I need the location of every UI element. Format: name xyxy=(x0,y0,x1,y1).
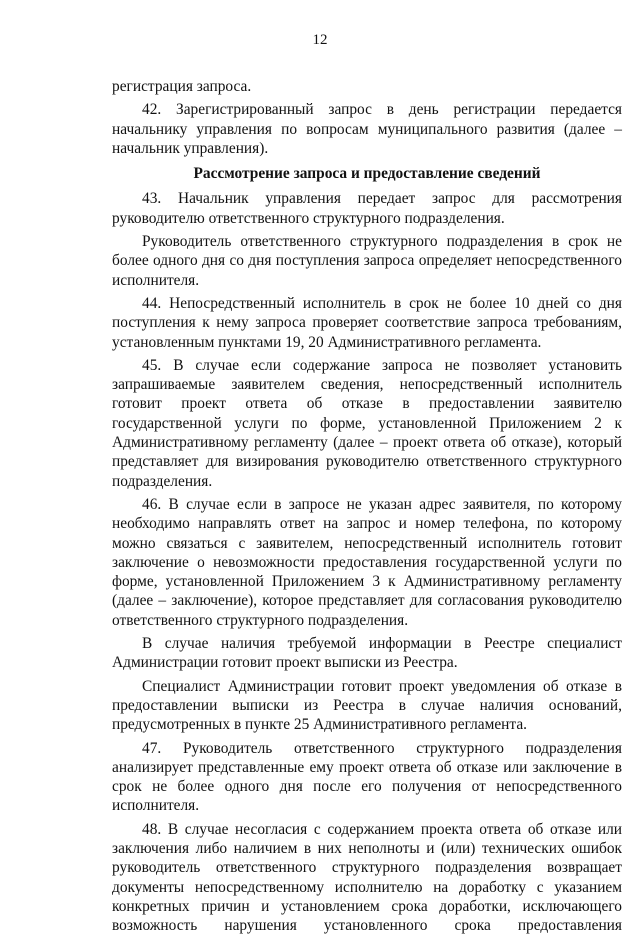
paragraph-43-continued: Руководитель ответственного структурного подразделения в срок не более одного дня со дня поступления запроса определяет непосредственного исполнителя. xyxy=(112,233,622,289)
document-body xyxy=(112,77,622,939)
paragraph-48: 48. В случае несогласия с содержанием проекта ответа об отказе или заключения либо наличием в них неполноты и (или) технических ошибок руководитель ответственного структурного подразделения возвращает документы непосредственному исполнителю на доработку с указанием конкретных причин и установлением срока доработки, исключающего возможность нарушения установленного срока предоставления xyxy=(112,820,622,935)
paragraph-47: 47. Руководитель ответственного структурного подразделения анализирует представленные ему проект ответа об отказе или заключение в срок не более одного дня после его получения от непосредственного исполнителя. xyxy=(112,739,622,815)
paragraph-43: 43. Начальник управления передает запрос для рассмотрения руководителю ответственного структурного подразделения. xyxy=(112,190,622,227)
section-heading: Рассмотрение запроса и предоставление сведений xyxy=(193,165,541,183)
paragraph-45: 45. В случае если содержание запроса не позволяет установить запрашиваемые заявителем сведения, непосредственный исполнитель готовит проект ответа об отказе в предоставлении заявителю государственной услуги по форме, установленной Приложением 2 к Административному регламенту (далее – проект ответа об отказе), который представляет для визирования руководителю ответственного структурного подразделения. xyxy=(112,356,622,490)
page-number: 12 xyxy=(312,32,328,48)
paragraph-refusal-notice: Специалист Администрации готовит проект уведомления об отказе в предоставлении выписки из Реестра в случае наличия оснований, предусмотренных в пункте 25 Административного регламента. xyxy=(112,677,622,734)
paragraph-44: 44. Непосредственный исполнитель в срок не более 10 дней со дня поступления к нему запроса проверяет соответствие запроса требованиям, установленным пунктами 19, 20 Административного регламента. xyxy=(112,294,622,351)
paragraph-registry-info: В случае наличия требуемой информации в Реестре специалист Администрации готовит проект выписки из Реестра. xyxy=(112,635,622,672)
paragraph-continuation: регистрация запроса. xyxy=(112,78,252,95)
paragraph-46: 46. В случае если в запросе не указан адрес заявителя, по которому необходимо направлять ответ на запрос и номер телефона, по которому можно связаться с заявителем, непосредственный исполнитель готовит заключение о невозможности предоставления государственной услуги по форме, установленной Приложением 3 к Административному регламенту (далее – заключение), которое представляет для согласования руководителю ответственного структурного подразделения. xyxy=(112,495,622,629)
paragraph-42: 42. Зарегистрированный запрос в день регистрации передается начальнику управления по вопросам муниципального развития (далее – начальник управления). xyxy=(112,101,622,157)
